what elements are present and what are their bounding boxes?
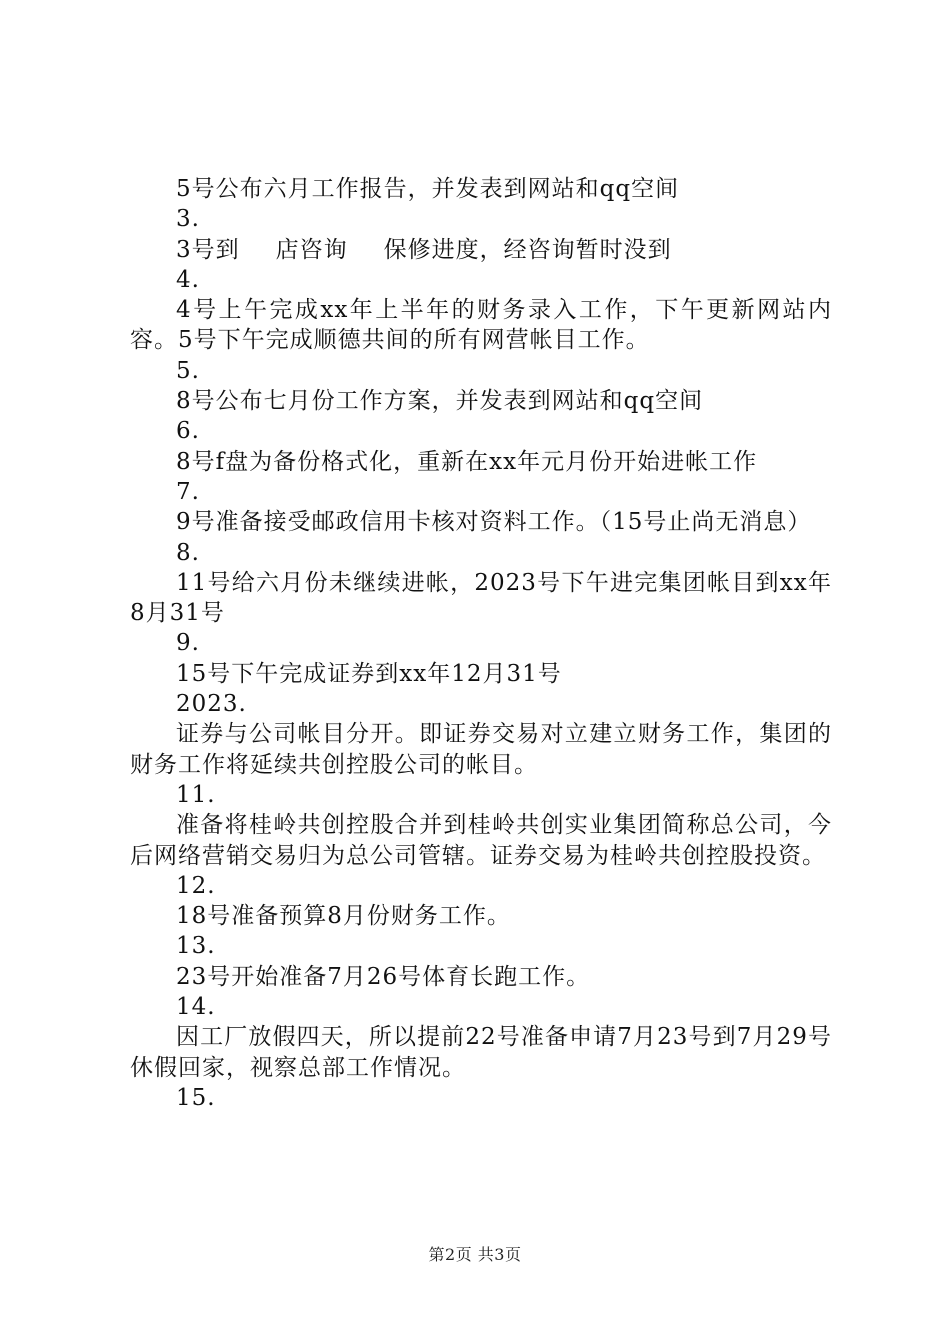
paragraph-item-9: 15号下午完成证券到xx年12月31号 bbox=[176, 660, 562, 687]
paragraph-item-4: 4号上午完成xx年上半年的财务录入工作，下午更新网站内容。5号下午完成顺德共间的所有网营帐目工作。 bbox=[130, 297, 832, 354]
list-number-10: 2023. bbox=[176, 691, 247, 718]
paragraph-item-1: 5号公布六月工作报告，并发表到网站和qq空间 bbox=[176, 176, 680, 202]
paragraph-item-11: 准备将桂岭共创控股合并到桂岭共创实业集团简称总公司，今后网络营销交易归为总公司管辖。证券交易为桂岭共创控股投资。 bbox=[130, 812, 832, 869]
paragraph-item-5: 8号公布七月份工作方案，并发表到网站和qq空间 bbox=[176, 388, 704, 415]
paragraph-item-3 bbox=[130, 235, 832, 265]
list-number-14: 14. bbox=[176, 994, 216, 1021]
list-number-4: 4. bbox=[176, 266, 200, 293]
page-footer bbox=[0, 1242, 950, 1265]
list-number-6: 6. bbox=[176, 418, 200, 445]
paragraph-item-12: 18号准备预算8月份财务工作。 bbox=[176, 903, 511, 930]
document-body bbox=[130, 174, 832, 1113]
list-number-3: 3. bbox=[176, 206, 200, 233]
page-number-label: 第2页 共3页 bbox=[428, 1245, 522, 1264]
paragraph-part: 店咨询 bbox=[275, 236, 348, 263]
list-number-15: 15. bbox=[176, 1084, 216, 1111]
list-number-13: 13. bbox=[176, 933, 216, 960]
list-number-12: 12. bbox=[176, 872, 216, 899]
list-number-8: 8. bbox=[176, 539, 200, 566]
paragraph-item-13: 23号开始准备7月26号体育长跑工作。 bbox=[176, 963, 591, 990]
list-number-11: 11. bbox=[176, 781, 216, 808]
list-number-5: 5. bbox=[176, 357, 200, 384]
paragraph-item-8: 11号给六月份未继续进帐，2023号下午进完集团帐目到xx年8月31号 bbox=[130, 569, 832, 627]
paragraph-part: 保修进度，经咨询暂时没到 bbox=[383, 236, 672, 263]
list-number-9: 9. bbox=[176, 630, 200, 657]
paragraph-item-7: 9号准备接受邮政信用卡核对资料工作。（15号止尚无消息） bbox=[176, 509, 812, 536]
paragraph-item-14: 因工厂放假四天，所以提前22号准备申请7月23号到7月29号休假回家，视察总部工作情况。 bbox=[130, 1024, 832, 1081]
paragraph-item-6: 8号f盘为备份格式化，重新在xx年元月份开始进帐工作 bbox=[176, 448, 758, 475]
paragraph-item-10: 证券与公司帐目分开。即证券交易对立建立财务工作，集团的财务工作将延续共创控股公司的帐目。 bbox=[130, 721, 832, 778]
paragraph-part: 3号到 bbox=[176, 236, 240, 263]
list-number-7: 7. bbox=[176, 478, 200, 505]
